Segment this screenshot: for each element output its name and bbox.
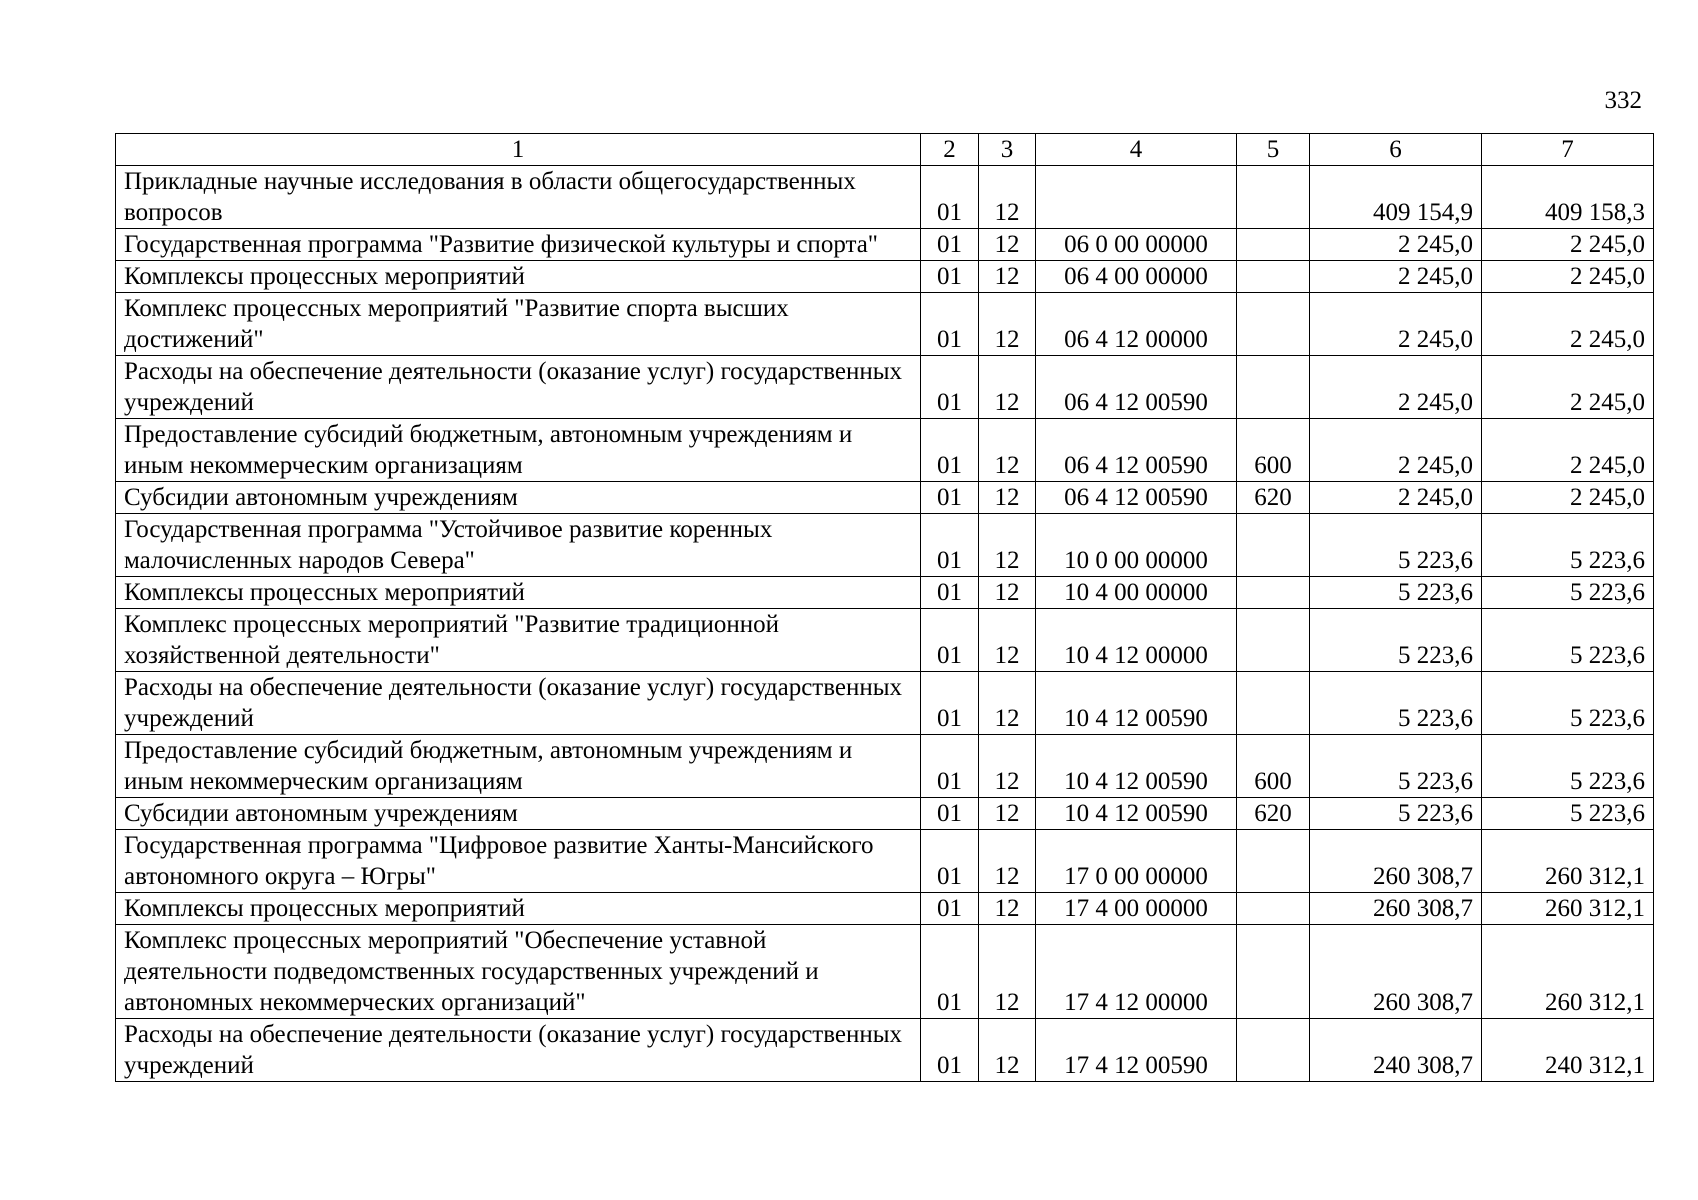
table-row xyxy=(116,514,1654,577)
expense-type-cell xyxy=(1237,609,1310,672)
amount-cell-7: 409 158,3 xyxy=(1482,166,1654,229)
column-header: 1 xyxy=(116,134,921,166)
target-article-cell: 10 4 12 00590 xyxy=(1036,672,1237,735)
amount-cell-7: 2 245,0 xyxy=(1482,261,1654,293)
target-article-cell: 06 4 12 00590 xyxy=(1036,419,1237,482)
section-code-cell: 01 xyxy=(921,735,979,798)
amount-cell-7: 5 223,6 xyxy=(1482,672,1654,735)
expense-type-cell xyxy=(1237,356,1310,419)
target-article-cell: 06 4 00 00000 xyxy=(1036,261,1237,293)
amount-cell-6: 409 154,9 xyxy=(1310,166,1482,229)
section-code-cell: 01 xyxy=(921,514,979,577)
row-name-cell: Расходы на обеспечение деятельности (оказание услуг) государственных учреждений xyxy=(116,672,921,735)
subsection-code-cell: 12 xyxy=(979,293,1036,356)
amount-cell-7: 5 223,6 xyxy=(1482,514,1654,577)
page-number: 332 xyxy=(1604,87,1642,114)
row-name-cell: Прикладные научные исследования в области общегосударственных вопросов xyxy=(116,166,921,229)
expense-type-cell: 600 xyxy=(1237,735,1310,798)
amount-cell-7: 5 223,6 xyxy=(1482,577,1654,609)
row-name-cell: Субсидии автономным учреждениям xyxy=(116,798,921,830)
table-row xyxy=(116,356,1654,419)
expense-type-cell xyxy=(1237,893,1310,925)
amount-cell-6: 2 245,0 xyxy=(1310,482,1482,514)
expense-type-cell xyxy=(1237,672,1310,735)
table-row xyxy=(116,830,1654,893)
column-header: 2 xyxy=(921,134,979,166)
amount-cell-6: 260 308,7 xyxy=(1310,830,1482,893)
target-article-cell: 10 0 00 00000 xyxy=(1036,514,1237,577)
table-row xyxy=(116,577,1654,609)
subsection-code-cell: 12 xyxy=(979,672,1036,735)
table-row xyxy=(116,229,1654,261)
section-code-cell: 01 xyxy=(921,356,979,419)
subsection-code-cell: 12 xyxy=(979,925,1036,1019)
subsection-code-cell: 12 xyxy=(979,1019,1036,1082)
amount-cell-6: 5 223,6 xyxy=(1310,672,1482,735)
subsection-code-cell: 12 xyxy=(979,609,1036,672)
expense-type-cell: 600 xyxy=(1237,419,1310,482)
amount-cell-7: 2 245,0 xyxy=(1482,356,1654,419)
amount-cell-6: 2 245,0 xyxy=(1310,261,1482,293)
row-name-cell: Комплексы процессных мероприятий xyxy=(116,577,921,609)
target-article-cell: 10 4 12 00590 xyxy=(1036,798,1237,830)
row-name-cell: Комплексы процессных мероприятий xyxy=(116,261,921,293)
target-article-cell: 06 4 12 00590 xyxy=(1036,356,1237,419)
amount-cell-7: 5 223,6 xyxy=(1482,609,1654,672)
expense-type-cell xyxy=(1237,830,1310,893)
row-name-cell: Субсидии автономным учреждениям xyxy=(116,482,921,514)
amount-cell-6: 260 308,7 xyxy=(1310,925,1482,1019)
table-row xyxy=(116,166,1654,229)
section-code-cell: 01 xyxy=(921,166,979,229)
target-article-cell: 17 4 12 00590 xyxy=(1036,1019,1237,1082)
table-row xyxy=(116,735,1654,798)
row-name-cell: Государственная программа "Цифровое развитие Ханты-Мансийского автономного округа – Югры" xyxy=(116,830,921,893)
expense-type-cell xyxy=(1237,229,1310,261)
section-code-cell: 01 xyxy=(921,830,979,893)
amount-cell-6: 2 245,0 xyxy=(1310,229,1482,261)
section-code-cell: 01 xyxy=(921,293,979,356)
expense-type-cell xyxy=(1237,1019,1310,1082)
column-header: 3 xyxy=(979,134,1036,166)
subsection-code-cell: 12 xyxy=(979,356,1036,419)
subsection-code-cell: 12 xyxy=(979,735,1036,798)
amount-cell-7: 2 245,0 xyxy=(1482,482,1654,514)
amount-cell-6: 260 308,7 xyxy=(1310,893,1482,925)
row-name-cell: Государственная программа "Развитие физической культуры и спорта" xyxy=(116,229,921,261)
subsection-code-cell: 12 xyxy=(979,798,1036,830)
table-row xyxy=(116,419,1654,482)
column-header: 4 xyxy=(1036,134,1237,166)
row-name-cell: Комплексы процессных мероприятий xyxy=(116,893,921,925)
target-article-cell: 06 4 12 00590 xyxy=(1036,482,1237,514)
amount-cell-7: 2 245,0 xyxy=(1482,229,1654,261)
section-code-cell: 01 xyxy=(921,1019,979,1082)
row-name-cell: Государственная программа "Устойчивое развитие коренных малочисленных народов Севера" xyxy=(116,514,921,577)
amount-cell-6: 2 245,0 xyxy=(1310,293,1482,356)
expense-type-cell xyxy=(1237,925,1310,1019)
section-code-cell: 01 xyxy=(921,609,979,672)
amount-cell-7: 2 245,0 xyxy=(1482,293,1654,356)
row-name-cell: Предоставление субсидий бюджетным, автономным учреждениям и иным некоммерческим организациям xyxy=(116,735,921,798)
table-row xyxy=(116,925,1654,1019)
row-name-cell: Комплекс процессных мероприятий "Развитие спорта высших достижений" xyxy=(116,293,921,356)
section-code-cell: 01 xyxy=(921,419,979,482)
section-code-cell: 01 xyxy=(921,229,979,261)
table-row xyxy=(116,672,1654,735)
target-article-cell: 06 0 00 00000 xyxy=(1036,229,1237,261)
budget-table xyxy=(115,133,1654,1082)
expense-type-cell xyxy=(1237,261,1310,293)
amount-cell-6: 5 223,6 xyxy=(1310,798,1482,830)
row-name-cell: Комплекс процессных мероприятий "Обеспечение уставной деятельности подведомственных государственных учреждений и автономных некоммерческих организаций" xyxy=(116,925,921,1019)
amount-cell-7: 260 312,1 xyxy=(1482,893,1654,925)
target-article-cell: 17 4 12 00000 xyxy=(1036,925,1237,1019)
table-body xyxy=(116,166,1654,1082)
section-code-cell: 01 xyxy=(921,261,979,293)
target-article-cell: 10 4 12 00000 xyxy=(1036,609,1237,672)
amount-cell-7: 5 223,6 xyxy=(1482,735,1654,798)
amount-cell-7: 240 312,1 xyxy=(1482,1019,1654,1082)
column-header: 5 xyxy=(1237,134,1310,166)
expense-type-cell xyxy=(1237,293,1310,356)
subsection-code-cell: 12 xyxy=(979,893,1036,925)
subsection-code-cell: 12 xyxy=(979,482,1036,514)
amount-cell-7: 5 223,6 xyxy=(1482,798,1654,830)
expense-type-cell xyxy=(1237,166,1310,229)
section-code-cell: 01 xyxy=(921,798,979,830)
table-row xyxy=(116,893,1654,925)
table-row xyxy=(116,798,1654,830)
row-name-cell: Комплекс процессных мероприятий "Развитие традиционной хозяйственной деятельности" xyxy=(116,609,921,672)
target-article-cell: 17 4 00 00000 xyxy=(1036,893,1237,925)
section-code-cell: 01 xyxy=(921,577,979,609)
amount-cell-6: 5 223,6 xyxy=(1310,735,1482,798)
row-name-cell: Предоставление субсидий бюджетным, автономным учреждениям и иным некоммерческим организациям xyxy=(116,419,921,482)
target-article-cell: 06 4 12 00000 xyxy=(1036,293,1237,356)
section-code-cell: 01 xyxy=(921,482,979,514)
column-header: 6 xyxy=(1310,134,1482,166)
target-article-cell: 10 4 00 00000 xyxy=(1036,577,1237,609)
header-row xyxy=(116,134,1654,166)
table-row xyxy=(116,482,1654,514)
section-code-cell: 01 xyxy=(921,672,979,735)
amount-cell-6: 5 223,6 xyxy=(1310,514,1482,577)
amount-cell-7: 260 312,1 xyxy=(1482,925,1654,1019)
amount-cell-7: 260 312,1 xyxy=(1482,830,1654,893)
amount-cell-6: 5 223,6 xyxy=(1310,577,1482,609)
subsection-code-cell: 12 xyxy=(979,830,1036,893)
amount-cell-6: 5 223,6 xyxy=(1310,609,1482,672)
subsection-code-cell: 12 xyxy=(979,514,1036,577)
amount-cell-6: 2 245,0 xyxy=(1310,356,1482,419)
subsection-code-cell: 12 xyxy=(979,419,1036,482)
target-article-cell xyxy=(1036,166,1237,229)
table-row xyxy=(116,293,1654,356)
row-name-cell: Расходы на обеспечение деятельности (оказание услуг) государственных учреждений xyxy=(116,356,921,419)
subsection-code-cell: 12 xyxy=(979,261,1036,293)
amount-cell-6: 2 245,0 xyxy=(1310,419,1482,482)
target-article-cell: 10 4 12 00590 xyxy=(1036,735,1237,798)
table-row xyxy=(116,1019,1654,1082)
row-name-cell: Расходы на обеспечение деятельности (оказание услуг) государственных учреждений xyxy=(116,1019,921,1082)
subsection-code-cell: 12 xyxy=(979,229,1036,261)
section-code-cell: 01 xyxy=(921,925,979,1019)
amount-cell-6: 240 308,7 xyxy=(1310,1019,1482,1082)
section-code-cell: 01 xyxy=(921,893,979,925)
expense-type-cell xyxy=(1237,577,1310,609)
expense-type-cell: 620 xyxy=(1237,482,1310,514)
expense-type-cell: 620 xyxy=(1237,798,1310,830)
table-row xyxy=(116,261,1654,293)
target-article-cell: 17 0 00 00000 xyxy=(1036,830,1237,893)
subsection-code-cell: 12 xyxy=(979,166,1036,229)
expense-type-cell xyxy=(1237,514,1310,577)
column-header: 7 xyxy=(1482,134,1654,166)
subsection-code-cell: 12 xyxy=(979,577,1036,609)
table-row xyxy=(116,609,1654,672)
amount-cell-7: 2 245,0 xyxy=(1482,419,1654,482)
